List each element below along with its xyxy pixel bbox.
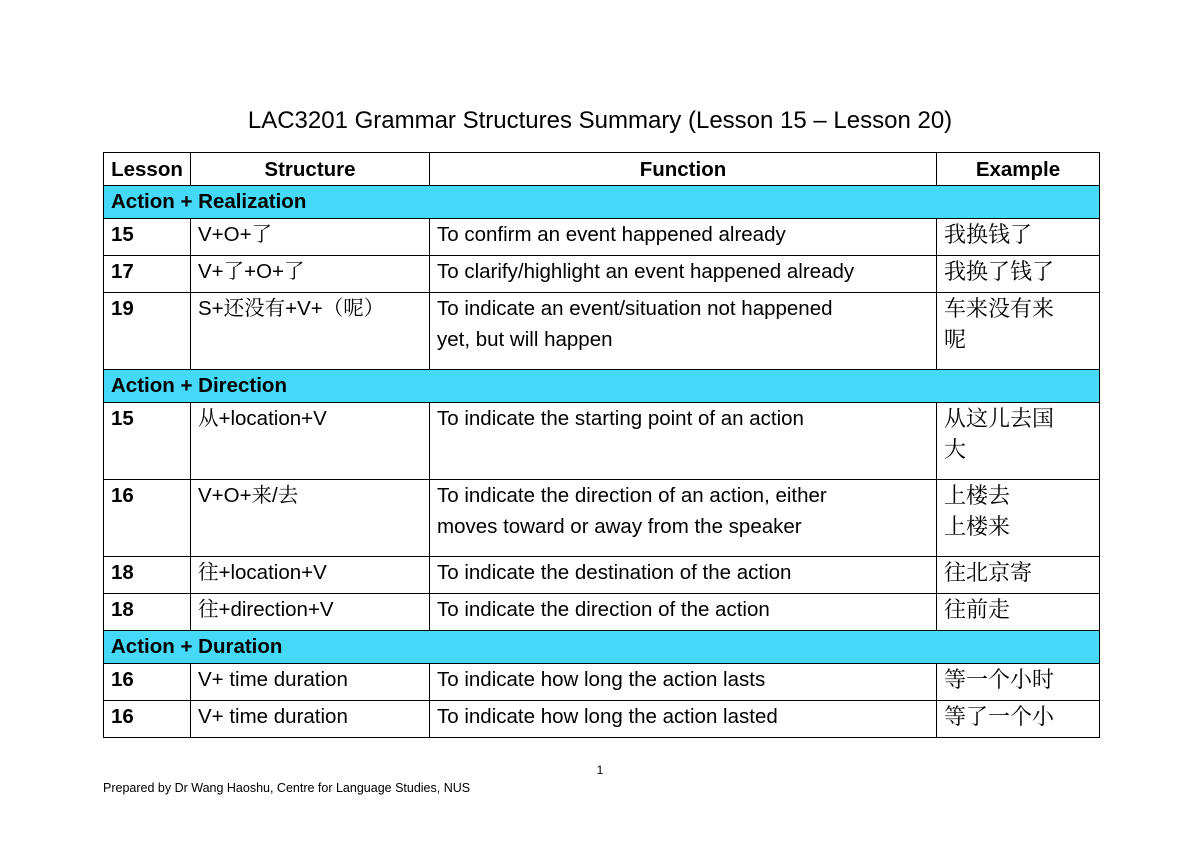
function-line: To clarify/highlight an event happened already — [437, 260, 855, 283]
grammar-table — [103, 152, 1100, 738]
example-cell — [937, 293, 1100, 370]
function-cell — [430, 480, 937, 557]
structure-cell: V+O+了 — [191, 219, 430, 256]
function-line: To indicate an event/situation not happened — [437, 297, 833, 320]
lesson-cell: 18 — [104, 594, 191, 631]
lesson-cell: 17 — [104, 256, 191, 293]
table-row — [104, 293, 1100, 370]
example-line: 等了一个小 — [944, 704, 1055, 729]
header-function: Function — [430, 153, 937, 186]
structure-cell: 从+location+V — [191, 403, 430, 480]
table-row — [104, 256, 1100, 293]
function-cell — [430, 293, 937, 370]
table-row — [104, 664, 1100, 701]
structure-cell: V+了+O+了 — [191, 256, 430, 293]
example-line: 等一个小时 — [944, 667, 1055, 692]
function-line: moves toward or away from the speaker — [437, 515, 802, 538]
section-row — [104, 370, 1100, 403]
header-example: Example — [937, 153, 1100, 186]
table-row — [104, 557, 1100, 594]
example-cell — [937, 256, 1100, 293]
function-line: To confirm an event happened already — [437, 223, 786, 246]
lesson-cell: 15 — [104, 219, 191, 256]
function-line: To indicate how long the action lasts — [437, 668, 766, 691]
example-cell — [937, 557, 1100, 594]
table-row — [104, 701, 1100, 738]
structure-cell: V+ time duration — [191, 701, 430, 738]
table-row — [104, 480, 1100, 557]
table-row — [104, 219, 1100, 256]
structure-cell: V+ time duration — [191, 664, 430, 701]
header-structure: Structure — [191, 153, 430, 186]
function-cell — [430, 664, 937, 701]
lesson-cell: 16 — [104, 701, 191, 738]
function-cell — [430, 594, 937, 631]
example-line: 我换钱了 — [944, 222, 1033, 247]
example-line: 呢 — [944, 327, 967, 352]
example-cell — [937, 219, 1100, 256]
function-line: yet, but will happen — [437, 328, 613, 351]
example-line: 从这儿去国 — [944, 406, 1055, 431]
example-cell — [937, 701, 1100, 738]
page-title: LAC3201 Grammar Structures Summary (Lesson 15 – Lesson 20) — [247, 107, 953, 134]
section-title: Action + Direction — [104, 370, 1100, 403]
example-cell — [937, 480, 1100, 557]
example-line: 大 — [944, 437, 967, 462]
function-cell — [430, 557, 937, 594]
function-line: To indicate the direction of the action — [437, 598, 770, 621]
prepared-by-footer: Prepared by Dr Wang Haoshu, Centre for Language Studies, NUS — [103, 781, 471, 795]
function-line: To indicate the starting point of an action — [437, 407, 804, 430]
structure-cell: V+O+来/去 — [191, 480, 430, 557]
structure-cell: S+还没有+V+（呢） — [191, 293, 430, 370]
function-line: To indicate the destination of the action — [437, 561, 792, 584]
lesson-cell: 19 — [104, 293, 191, 370]
section-row — [104, 186, 1100, 219]
example-line: 车来没有来 — [944, 296, 1055, 321]
table-row — [104, 403, 1100, 480]
section-title: Action + Duration — [104, 631, 1100, 664]
table-row — [104, 594, 1100, 631]
example-line: 往北京寄 — [944, 560, 1033, 585]
example-line: 上楼来 — [944, 514, 1011, 539]
section-row — [104, 631, 1100, 664]
page-number: 1 — [596, 763, 604, 777]
function-cell — [430, 219, 937, 256]
function-line: To indicate the direction of an action, either — [437, 484, 827, 507]
structure-cell: 往+direction+V — [191, 594, 430, 631]
example-cell — [937, 664, 1100, 701]
example-line: 往前走 — [944, 597, 1011, 622]
example-cell — [937, 403, 1100, 480]
header-row — [104, 153, 1100, 186]
example-line: 我换了钱了 — [944, 259, 1055, 284]
example-line: 上楼去 — [944, 483, 1011, 508]
section-title: Action + Realization — [104, 186, 1100, 219]
lesson-cell: 15 — [104, 403, 191, 480]
lesson-cell: 16 — [104, 664, 191, 701]
lesson-cell: 16 — [104, 480, 191, 557]
function-cell — [430, 701, 937, 738]
function-cell — [430, 256, 937, 293]
function-line: To indicate how long the action lasted — [437, 705, 778, 728]
function-cell — [430, 403, 937, 480]
header-lesson: Lesson — [104, 153, 191, 186]
structure-cell: 往+location+V — [191, 557, 430, 594]
example-cell — [937, 594, 1100, 631]
lesson-cell: 18 — [104, 557, 191, 594]
